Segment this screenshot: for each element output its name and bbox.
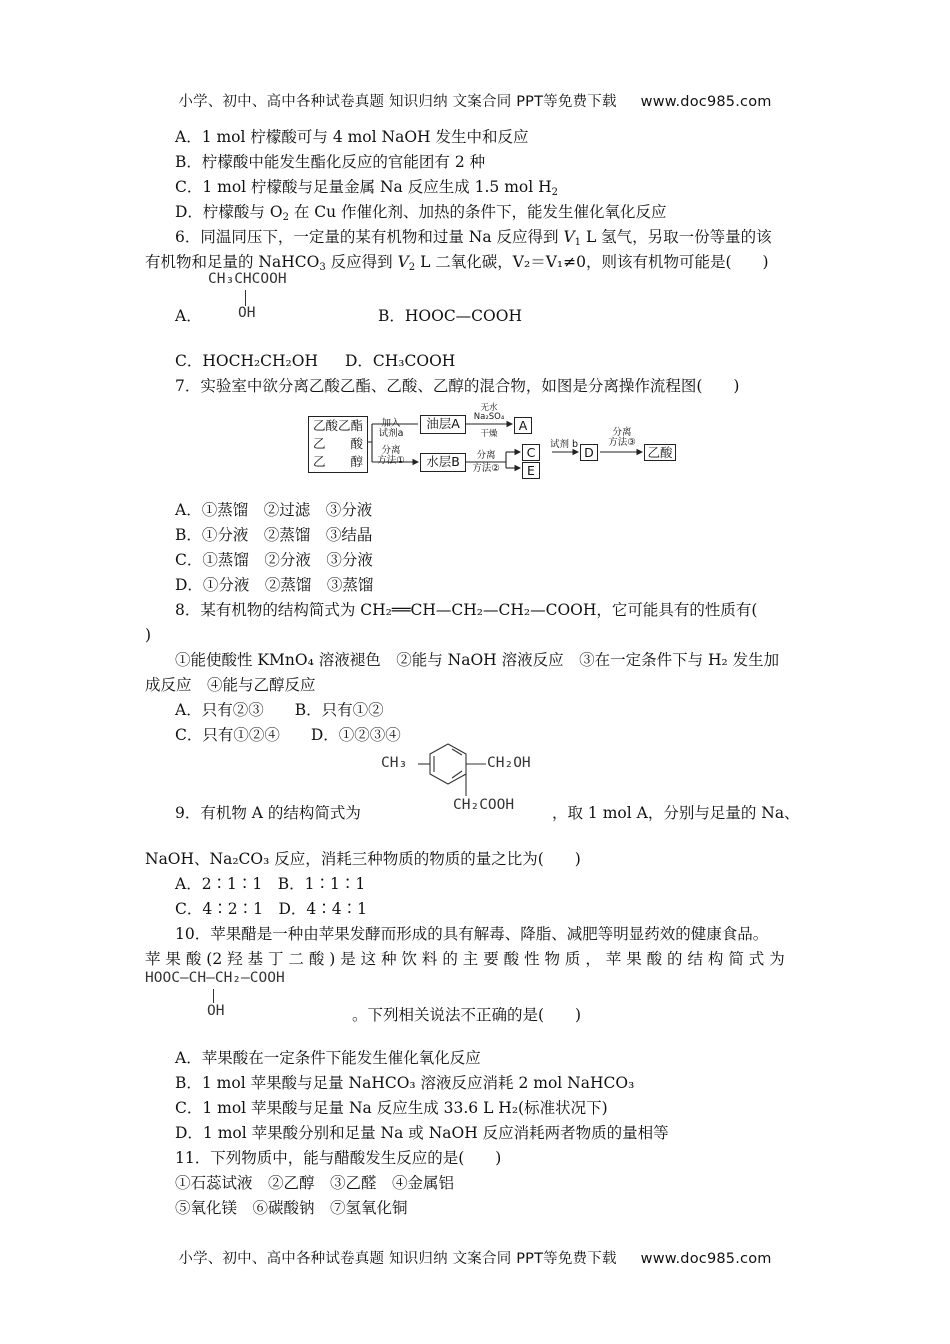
q11-options-line1: ①石蕊试液 ②乙醇 ③乙醛 ④金属铝 [175,1174,455,1192]
q10-structure-bond [213,989,214,1003]
q8-properties-line2: 成反应 ④能与乙醇反应 [145,676,316,694]
q5-option-b: B．柠檬酸中能发生酯化反应的官能团有 2 种 [175,153,486,171]
q9-carboxymethyl-group: CH₂COOH [453,797,515,813]
q9-stem-a: 9．有机物 A 的结构简式为 [175,804,361,822]
q7-option-a: A．①蒸馏 ②过滤 ③分液 [175,501,373,519]
q7-stem: 7．实验室中欲分离乙酸乙酯、乙酸、乙醇的混合物，如图是分离操作流程图( ) [175,377,740,395]
flow-reagent-b: 试剂 b [549,439,579,450]
q8-options-ab: A．只有②③ B．只有①② [175,701,384,719]
flow-sep-method-1: 分离 方法① [377,445,405,466]
q10-option-c: C．1 mol 苹果酸与足量 Na 反应生成 33.6 L H₂(标准状况下) [175,1099,608,1117]
q10-stem-line3: 。下列相关说法不正确的是( ) [352,1006,582,1024]
q6-a-structure-top: CH₃CHCOOH [208,271,287,287]
flow-box-d: D [580,444,598,461]
q10-option-b: B．1 mol 苹果酸与足量 NaHCO₃ 溶液反应消耗 2 mol NaHCO₃ [175,1074,635,1092]
footer-text: 小学、初中、高中各种试卷真题 知识归纳 文案合同 PPT等免费下载 [178,1251,617,1267]
q5-option-a: A．1 mol 柠檬酸可与 4 mol NaOH 发生中和反应 [175,128,529,146]
q6-option-a: A． [175,307,202,325]
q10-malic-acid-structure-top: HOOC—CH—CH₂—COOH [145,970,285,986]
q11-options-line2: ⑤氧化镁 ⑥碳酸钠 ⑦氢氧化铜 [175,1199,408,1217]
page-header [0,90,950,111]
flow-box-c: C [522,444,540,461]
q9-options-ab: A．2∶1∶1 B．1∶1∶1 [175,875,366,893]
q9-stem-c: NaOH、Na₂CO₃ 反应，消耗三种物质的物质的量之比为( ) [145,850,581,868]
q6-a-structure-bot: OH [238,305,256,321]
flow-sep-method-2-top: 分离 [476,450,496,461]
q10-option-d: D．1 mol 苹果酸分别和足量 Na 或 NaOH 反应消耗两者物质的量相等 [175,1124,669,1142]
flow-sep-method-2-bot: 方法② [472,463,500,474]
q7-option-d: D．①分液 ②蒸馏 ③蒸馏 [175,576,374,594]
q11-stem: 11．下列物质中，能与醋酸发生反应的是( ) [175,1149,502,1167]
q6-option-c: C．HOCH₂CH₂OH [175,352,318,370]
q6-option-d: D．CH₃COOH [345,352,456,370]
flow-dry-step: 无水 Na₂SO₄ 干燥 [473,403,505,439]
q10-option-a: A．苹果酸在一定条件下能发生催化氧化反应 [175,1049,481,1067]
q8-options-cd: C．只有①②④ D．①②③④ [175,726,401,744]
q9-hydroxymethyl-group: CH₂OH [487,755,531,771]
q7-option-c: C．①蒸馏 ②分液 ③分液 [175,551,373,569]
flow-oil-layer: 油层A [420,415,466,434]
flow-box-e: E [522,462,540,479]
q10-malic-acid-structure-bot: OH [207,1003,225,1019]
q9-methyl-group: CH₃ [381,755,408,771]
q8-stem: 8．某有机物的结构简式为 CH₂══CH—CH₂—CH₂—COOH，它可能具有的性质有( [175,601,758,619]
q9-benzene-ring [410,740,490,800]
flow-add-reagent-a: 加入 试剂a [378,418,404,439]
q9-options-cd: C．4∶2∶1 D．4∶4∶1 [175,900,367,918]
q5-option-d: D．柠檬酸与 $O_2$ 在 Cu 作催化剂、加热的条件下，能发生催化氧化反应 [175,203,667,223]
q8-stem-end: ) [145,626,152,644]
q10-stem-line1: 10．苹果醋是一种由苹果发酵而形成的具有解毒、降脂、减肥等明显药效的健康食品。 [175,925,769,943]
header-site[interactable]: www.doc985.com [640,94,772,110]
flow-box-a: A [514,417,532,434]
q9-stem-b: ，取 1 mol A，分别与足量的 Na、 [552,804,800,822]
flow-acetic-acid: 乙酸 [644,444,676,461]
q7-option-b: B．①分液 ②蒸馏 ③结晶 [175,526,373,544]
q10-stem-line2: 苹 果 酸 (2 羟 基 丁 二 酸 ) 是 这 种 饮 料 的 主 要 酸 性 物 质 ， 苹 果 酸 的 结 构 简 式 为 [145,950,785,968]
flow-mixture-box: 乙酸乙酯 乙 酸 乙 醇 [308,416,368,473]
flow-sep-method-3: 分离 方法③ [608,427,636,448]
q6-option-b: B．HOOC—COOH [378,307,522,325]
flow-water-layer: 水层B [420,453,466,472]
q6-stem-line2: 有机物和足量的 NaHCO$_3$ 反应得到 $V_2$ L 二氧化碳，V₂＝V₁≠0，则该有机物可能是( ) [145,253,769,273]
header-text: 小学、初中、高中各种试卷真题 知识归纳 文案合同 PPT等免费下载 [178,94,617,110]
q6-stem-line1: 6．同温同压下，一定量的某有机物和过量 Na 反应得到 $V_1$ L 氢气，另取一份等量的该 [175,228,772,248]
footer-site[interactable]: www.doc985.com [640,1251,772,1267]
page-footer [0,1247,950,1268]
q8-properties-line1: ①能使酸性 KMnO₄ 溶液褪色 ②能与 NaOH 溶液反应 ③在一定条件下与 H₂ 发生加 [175,651,780,669]
q6-a-bond [245,290,246,306]
q5-option-c: C．1 mol 柠檬酸与足量金属 Na 反应生成 1.5 mol $H_2$ [175,178,559,198]
